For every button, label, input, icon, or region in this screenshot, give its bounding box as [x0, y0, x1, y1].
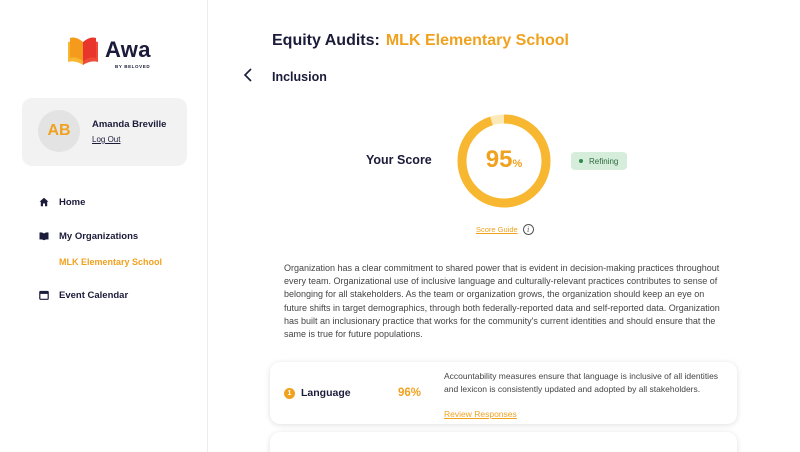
info-icon[interactable]: i [523, 224, 534, 235]
sidebar [0, 0, 208, 452]
status-badge [571, 152, 627, 170]
score-unit: % [512, 158, 523, 170]
back-button[interactable] [240, 68, 256, 86]
nav-organizations-label: My Organizations [59, 230, 139, 242]
app-logo[interactable] [66, 34, 151, 73]
review-responses-link[interactable]: Review Responses [444, 409, 517, 419]
score-guide-link[interactable]: Score Guide [476, 225, 518, 234]
page-title [272, 32, 569, 50]
category-card-language [270, 362, 737, 424]
page-title-org: MLK Elementary School [385, 32, 569, 49]
category-card-next [270, 432, 737, 452]
score-number: 95 [485, 146, 513, 173]
section-title: Inclusion [272, 70, 327, 84]
chevron-left-icon [243, 68, 253, 87]
book-logo-icon [66, 34, 100, 73]
nav-calendar-label: Event Calendar [59, 289, 129, 301]
nav-item-calendar[interactable] [38, 289, 128, 301]
nav-home-label: Home [59, 196, 86, 208]
category-description: Accountability measures ensure that language is inclusive of all identities and lexicon is consistently updated and adopted by all stakeholders. [444, 371, 719, 394]
logout-link[interactable]: Log Out [92, 135, 121, 144]
page-title-label: Equity Audits: [272, 32, 380, 49]
book-icon [38, 230, 50, 242]
nav-item-mlk-elementary[interactable]: MLK Elementary School [59, 257, 163, 267]
user-card [22, 98, 187, 166]
nav-item-organizations[interactable] [38, 230, 138, 242]
avatar: AB [38, 110, 80, 152]
status-label: Refining [589, 156, 619, 166]
category-score: 96% [398, 387, 422, 399]
score-description: Organization has a clear commitment to shared power that is evident in decision-making practices throughout every team. Organizational use of inclusive language and culturally-relevant practices contributes to sense of belonging for all stakeholders. As the team or organization grows, the organization should keep an eye on future shifts in target demographics, through both federally-reported data and self-reported data. Organization has built an inclusionary practice that works for the community's current identities and should ensure that the same is true for future populations. [284, 263, 720, 340]
calendar-icon [38, 289, 50, 301]
category-title: Language [301, 387, 351, 399]
category-number-badge: 1 [284, 388, 295, 399]
home-icon [38, 196, 50, 208]
score-guide [476, 224, 534, 235]
nav-item-home[interactable] [38, 196, 85, 208]
logo-wordmark: Awa [105, 36, 151, 62]
score-value [456, 146, 552, 174]
logo-tagline: BY BELOVED [115, 63, 151, 69]
status-dot-icon [579, 159, 583, 163]
user-name: Amanda Breville [92, 119, 167, 130]
score-label: Your Score [366, 153, 432, 167]
